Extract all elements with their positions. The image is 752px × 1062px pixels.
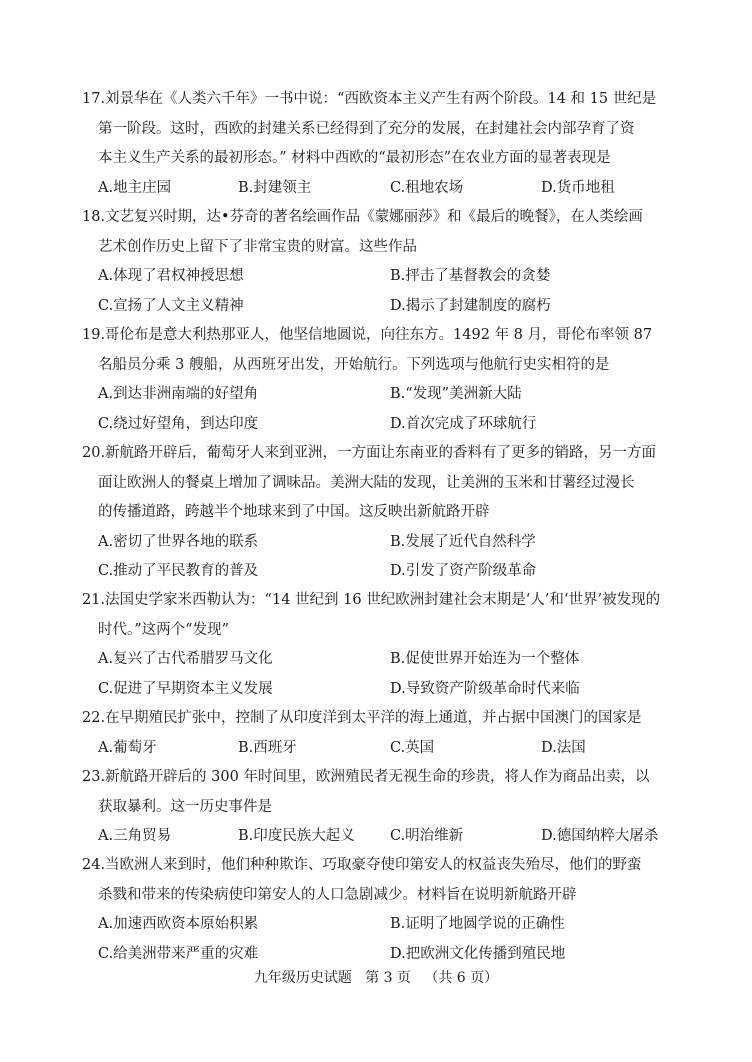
option-c: C.给美洲带来严重的灾难 bbox=[98, 945, 259, 962]
question-stem-line: 18.文艺复兴时期，达•芬奇的著名绘画作品《蒙娜丽莎》和《最后的晚餐》，在人类绘画 bbox=[82, 209, 643, 225]
question-stem-line: 19.哥伦布是意大利热那亚人，他坚信地圆说，向往东方。1492 年 8 月，哥伦布率领 87 bbox=[82, 327, 653, 343]
options-row bbox=[82, 557, 682, 587]
option-b: B.证明了地圆学说的正确性 bbox=[390, 916, 565, 932]
options-row bbox=[82, 410, 682, 440]
options-row bbox=[82, 940, 682, 970]
option-d: D.引发了资产阶级革命 bbox=[390, 563, 537, 579]
option-c: C.明治维新 bbox=[390, 828, 464, 844]
option-a: A.加速西欧资本原始积累 bbox=[98, 916, 259, 932]
question-stem-line: 22.在早期殖民扩张中，控制了从印度洋到太平洋的海上通道，并占据中国澳门的国家是 bbox=[82, 710, 642, 726]
option-d: D.导致资产阶级革命时代来临 bbox=[390, 680, 580, 697]
option-b: B.西班牙 bbox=[238, 739, 297, 756]
option-b: B.封建领主 bbox=[238, 179, 312, 196]
option-c: C.英国 bbox=[390, 739, 435, 756]
option-c: C.推动了平民教育的普及 bbox=[98, 563, 259, 579]
question-stem-line: 名船员分乘 3 艘船，从西班牙出发，开始航行。下列选项与他航行史实相符的是 bbox=[98, 356, 610, 373]
question-stem-line: 获取暴利。这一历史事件是 bbox=[98, 798, 272, 815]
options-row bbox=[82, 292, 682, 322]
option-b: B.“发现”美洲新大陆 bbox=[390, 386, 522, 402]
question-stem-line: 本主义生产关系的最初形态。” 材料中西欧的“最初形态”在农业方面的显著表现是 bbox=[98, 150, 611, 166]
question-stem-line: 面让欧洲人的餐桌上增加了调味品。美洲大陆的发现，让美洲的玉米和甘薯经过漫长 bbox=[98, 474, 635, 491]
option-d: D.把欧洲文化传播到殖民地 bbox=[390, 945, 566, 962]
options-row bbox=[82, 910, 682, 940]
option-a: A.地主庄园 bbox=[98, 179, 172, 196]
question-21 bbox=[82, 586, 682, 704]
question-stem-line: 24.当欧洲人来到时，他们种种欺诈、巧取豪夺使印第安人的权益丧失殆尽，他们的野蛮 bbox=[82, 857, 642, 873]
question-stem-line: 时代。”这两个“发现” bbox=[98, 621, 229, 638]
question-17 bbox=[82, 85, 682, 203]
option-d: D.法国 bbox=[541, 739, 586, 756]
question-23 bbox=[82, 763, 682, 852]
question-stem-line: 第一阶段。这时，西欧的封建关系已经得到了充分的发展，在封建社会内部孕育了资 bbox=[98, 120, 635, 137]
question-20 bbox=[82, 439, 682, 587]
option-c: C.宣扬了人文主义精神 bbox=[98, 297, 244, 314]
option-a: A.密切了世界各地的联系 bbox=[98, 533, 259, 550]
question-stem-line: 23.新航路开辟后的 300 年时间里，欧洲殖民者无视生命的珍贵，将人作为商品出卖，以 bbox=[82, 769, 650, 785]
options-row bbox=[82, 734, 682, 764]
question-stem-line: 17.刘景华在《人类六千年》一书中说：“西欧资本主义产生有两个阶段。14 和 15 世纪是 bbox=[82, 91, 657, 107]
option-a: A.到达非洲南端的好望角 bbox=[98, 386, 259, 402]
option-c: C.绕过好望角，到达印度 bbox=[98, 415, 259, 432]
page-footer: 九年级历史试题 第 3 页 （共 6 页） bbox=[253, 970, 499, 986]
question-stem-line: 的传播道路，跨越半个地球来到了中国。这反映出新航路开辟 bbox=[98, 504, 490, 520]
option-d: D.货币地租 bbox=[541, 179, 615, 196]
options-row bbox=[82, 380, 682, 410]
question-24 bbox=[82, 851, 682, 969]
option-b: B.印度民族大起义 bbox=[238, 828, 355, 844]
option-d: D.揭示了封建制度的腐朽 bbox=[390, 297, 551, 314]
options-row bbox=[82, 174, 682, 204]
option-d: D.德国纳粹大屠杀 bbox=[541, 828, 659, 844]
option-a: A.三角贸易 bbox=[98, 828, 172, 844]
option-a: A.复兴了古代希腊罗马文化 bbox=[98, 651, 273, 667]
question-18 bbox=[82, 203, 682, 321]
option-a: A.体现了君权神授思想 bbox=[98, 268, 244, 284]
question-stem-line: 21.法国史学家米西勒认为：“14 世纪到 16 世纪欧洲封建社会末期是‘人’和‘世界’被发现的 bbox=[82, 592, 661, 608]
option-b: B.抨击了基督教会的贪婪 bbox=[390, 268, 551, 284]
option-b: B.促使世界开始连为一个整体 bbox=[390, 651, 580, 667]
option-d: D.首次完成了环球航行 bbox=[390, 415, 537, 432]
options-row bbox=[82, 822, 682, 852]
question-stem-line: 20.新航路开辟后，葡萄牙人来到亚洲，一方面让东南亚的香料有了更多的销路，另一方面 bbox=[82, 445, 657, 461]
option-b: B.发展了近代自然科学 bbox=[390, 533, 536, 550]
options-row bbox=[82, 675, 682, 705]
question-stem-line: 艺术创作历史上留下了非常宝贵的财富。这些作品 bbox=[98, 238, 417, 255]
question-22 bbox=[82, 704, 682, 763]
option-a: A.葡萄牙 bbox=[98, 739, 157, 756]
options-row bbox=[82, 645, 682, 675]
options-row bbox=[82, 262, 682, 292]
option-c: C.促进了早期资本主义发展 bbox=[98, 680, 273, 697]
option-c: C.租地农场 bbox=[390, 179, 464, 196]
options-row bbox=[82, 528, 682, 558]
question-19 bbox=[82, 321, 682, 439]
question-stem-line: 杀戮和带来的传染病使印第安人的人口急剧减少。材料旨在说明新航路开辟 bbox=[98, 886, 577, 903]
